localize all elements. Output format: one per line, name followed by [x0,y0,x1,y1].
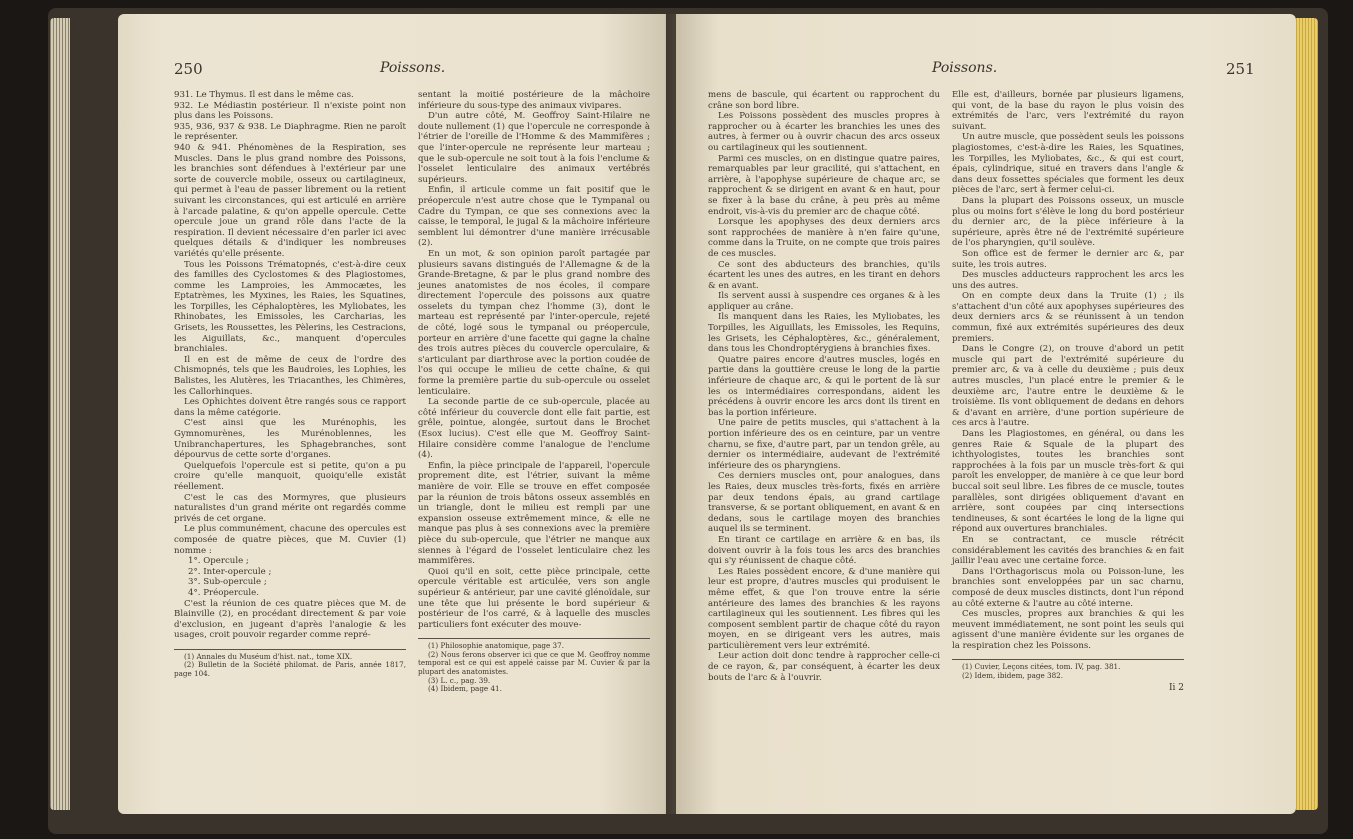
left-column-2 [418,90,650,694]
paragraph: Leur action doit donc tendre à rapprocher celle-ci de ce rayon, &, par conséquent, à écarter les deux bouts de l'arc & à l'ouvrir. [708,651,940,683]
paragraph: C'est le cas des Mormyres, que plusieurs naturalistes d'un grand mérite ont regardés comme privés de cet organe. [174,492,406,524]
paragraph: Quoi qu'il en soit, cette pièce principale, cette opercule véritable est articulée, vers son angle supérieur & antérieur, par une cavité glénoïdale, sur une tête que lui présente le bord supérieur & postérieur de l'os carré, & à laquelle des muscles particuliers font exécuter des mouve- [418,566,650,630]
footnote: (1) Cuvier, Leçons citées, tom. IV, pag. 381. [962,662,1121,672]
paragraph: Les Ophichtes doivent être rangés sous ce rapport dans la même catégorie. [174,397,406,418]
paragraph: Quatre paires encore d'autres muscles, logés en partie dans la gouttière creuse le long de la partie inférieure de chaque arc, & qui le portent de là sur les os intermédiaires correspondans, aident les précédens à ouvrir encore les arcs dont ils tirent en bas la portion inférieure. [708,354,940,418]
right-page-gilt-edges [1296,18,1318,810]
paragraph: Les Raies possèdent encore, & d'une manière qui leur est propre, d'autres muscles qui produisent le même effet, & que l'on trouve entre la série antérieure des lames des branchies & les rayons cartilagineux qui les soutiennent. Les fibres qui les composent semblent partir de chaque côté du rayon moyen, en se dirigeant vers les autres, mais particulièrement vers leur extrémité. [708,566,940,651]
paragraph: Les Poissons possèdent des muscles propres à rapprocher ou à écarter les branchies les unes des autres, à fermer ou à ouvrir chacun des arcs osseux ou cartilagineux qui les soutiennent. [708,111,940,153]
paragraph: Des muscles adducteurs rapprochent les arcs les uns des autres. [952,270,1184,291]
paragraph: Dans la plupart des Poissons osseux, un muscle plus ou moins fort s'élève le long du bord postérieur du dernier arc, de la pièce inférieure à la supérieure, après être né de l'extrémité supérieure de l'os pharyngien, qu'il soulève. [952,195,1184,249]
footnote: (3) L. c., pag. 39. [428,675,491,685]
paragraph: D'un autre côté, M. Geoffroy Saint-Hilaire ne doute nullement (1) que l'opercule ne corresponde à l'étrier de l'oreille de l'Homme & des Mammifères ; que l'inter-opercule ne représente leur marteau ; que le sub-opercule ne soit tout à la fois l'enclume & l'osselet lenticulaire des animaux vertébrés supérieurs. [418,111,650,185]
paragraph: Le plus communément, chacune des opercules est composée de quatre pièces, que M. Cuvier (1) nomme : [174,524,406,556]
paragraph: Ce sont des abducteurs des branchies, qu'ils écartent les unes des autres, en les tirant en dehors & en avant. [708,259,940,291]
running-head-left: Poissons. [380,60,446,76]
list-item: 4°. Préopercule. [188,587,259,598]
paragraph: Dans l'Orthagoriscus mola ou Poisson-lune, les branchies sont enveloppées par un sac charnu, composé de deux muscles distincts, dont l'un répond au côté externe & l'autre au côté interne. [952,566,1184,609]
paragraph: En tirant ce cartilage en arrière & en bas, ils doivent ouvrir à la fois tous les arcs des branchies qui s'y réunissent de chaque côté. [708,534,940,567]
paragraph: Un autre muscle, que possèdent seuls les poissons plagiostomes, c'est-à-dire les Raies, les Squatines, les Torpilles, les Myliobates, &c., & qui est court, épais, cylindrique, situé en travers dans l'angle & dans deux fossettes spéciales que forment les deux pièces de l'arc, sert à fermer celui-ci. [952,132,1184,196]
paragraph: Enfin, il articule comme un fait positif que le préopercule n'est autre chose que le Tympanal ou Cadre du Tympan, ce que ses connexions avec la caisse, le temporal, le jugal & la mâchoire inférieure semblent lui démontrer d'une manière irrécusable (2). [418,185,650,249]
paragraph: En un mot, & son opinion paroît partagée par plusieurs savans distingués de l'Allemagne & de la Grande-Bretagne, & par le plus grand nombre des jeunes anatomistes de nos écoles, il compare directement l'opercule des poissons aux quatre osselets du tympan chez l'homme (3), dont le marteau est représenté par l'inter-opercule, rejeté de côté, logé sous le tympanal ou préopercule, porteur en arrière d'une facette qui gagne la chaîne des trois autres pièces du couvercle operculaire, & s'articulant par diarthrose avec la portion coudée de l'os qui occupe le milieu de cette chaîne, & qui forme la première partie du sub-opercule ou osselet lenticulaire. [418,248,650,397]
paragraph: Enfin, la pièce principale de l'appareil, l'opercule proprement dite, est l'étrier, suivant la même manière de voir. Elle se trouve en effet composée par la réunion de trois bâtons osseux assemblés en un triangle, dont le milieu est rempli par une expansion osseuse extrêmement mince, & elle ne manque pas plus à ses connexions avec la première pièce du sub-opercule, que l'étrier ne manque aux siennes à l'égard de l'osselet lenticulaire chez les mammifères. [418,460,650,567]
paragraph: Ces muscles, propres aux branchies & qui les meuvent immédiatement, ne sont point les seuls qui agissent d'une manière évidente sur les organes de la respiration chez les Poissons. [952,609,1184,651]
paragraph: Elle est, d'ailleurs, bornée par plusieurs ligamens, qui vont, de la base du rayon le plus voisin des extrémités de l'arc, vers l'extrémité du rayon suivant. [952,90,1184,132]
paragraph: 931. Le Thymus. Il est dans le même cas. [174,90,354,100]
paragraph: On en compte deux dans la Truite (1) ; ils s'attachent d'un côté aux apophyses supérieures des deux derniers arcs & se réunissent à un tendon commun, fixé aux extrémités supérieures des deux premiers. [952,291,1184,344]
footnote-rule [952,659,1184,660]
right-column-2 [952,90,1184,693]
paragraph: Quelquefois l'opercule est si petite, qu'on a pu croire qu'elle manquoit, quoiqu'elle existât réellement. [174,460,406,492]
paragraph: 932. Le Médiastin postérieur. Il n'existe point non plus dans les Poissons. [174,100,406,122]
list-item: 3°. Sub-opercule ; [188,577,267,588]
paragraph: Dans le Congre (2), on trouve d'abord un petit muscle qui part de l'extrémité supérieure du premier arc, & va à celle du deuxième ; puis deux autres muscles, l'un placé entre le premier & le deuxième arc, l'autre entre le deuxième & le troisième. Ils vont obliquement de dedans en dehors & d'avant en arrière, d'une portion supérieure de ces arcs à l'autre. [952,344,1184,429]
right-column-1 [708,90,940,683]
paragraph: Dans les Plagiostomes, en général, ou dans les genres Raie & Squale de la plupart des ichthyologistes, toutes les branchies sont rapprochées à la fois par un muscle très-fort & qui paroît les envelopper, de manière à ce que leur bord buccal soit seul libre. Les fibres de ce muscle, toutes parallèles, sont dirigées obliquement d'avant en arrière, sont coupées par cinq intersections tendineuses, & sont écartées le long de la ligne qui répond aux ouvertures branchiales. [952,429,1184,535]
right-page [676,14,1296,814]
paragraph: Lorsque les apophyses des deux derniers arcs sont rapprochées de manière à n'en faire qu'une, comme dans la Truite, on ne compte que trois paires de ces muscles. [708,217,940,259]
footnote: (2) Nous ferons observer ici que ce que M. Geoffroy nomme temporal est ce qui est appelé caisse par M. Cuvier & par la plupart des anatomistes. [418,649,650,677]
paragraph: Son office est de fermer le dernier arc &, par suite, les trois autres. [952,248,1184,270]
left-page [118,14,666,814]
paragraph: En se contractant, ce muscle rétrécit considérablement les cavités des branchies & en fait jaillir l'eau avec une certaine force. [952,534,1184,567]
paragraph: mens de bascule, qui écartent ou rapprochent du crâne son bord libre. [708,90,940,111]
footnote-rule [418,638,650,639]
list-item: 1°. Opercule ; [188,556,249,567]
page-number-left: 250 [174,60,203,78]
paragraph: 940 & 941. Phénomènes de la Respiration, ses Muscles. Dans le plus grand nombre des Poissons, les branchies sont défendues à l'extérieur par une sorte de couvercle mobile, osseux ou cartilagineux, qui permet à l'eau de passer librement ou la retient suivant les circonstances, qui est articulé en arrière à l'arcade palatine, & qu'on appelle opercule. Cette opercule joue un grand rôle dans l'acte de la respiration. Il devient nécessaire d'en parler ici avec quelques détails & d'indiquer les nombreuses variétés qu'elle présente. [174,142,406,259]
footnote: (1) Annales du Muséum d'hist. nat., tome XIX. [184,651,353,661]
footnote-rule [174,649,406,650]
left-page-edges [50,18,70,810]
paragraph: La seconde partie de ce sub-opercule, placée au côté inférieur du couvercle dont elle fait partie, est grêle, pointue, alongée, surtout dans le Brochet (Esox lucius). C'est elle que M. Geoffroy Saint-Hilaire considère comme l'analogue de l'enclume (4). [418,397,650,461]
footnote: (2) Bulletin de la Société philomat. de Paris, année 1817, page 104. [174,660,406,679]
paragraph: sentant la moitié postérieure de la mâchoire inférieure du sous-type des animaux vivipares. [418,90,650,111]
paragraph: Il en est de même de ceux de l'ordre des Chismopnés, tels que les Baudroies, les Lophies, les Balistes, les Alutères, les Triacanthes, les Chimères, les Callorhinques. [174,354,406,397]
paragraph: Une paire de petits muscles, qui s'attachent à la portion inférieure des os en ceinture, par un ventre charnu, se fixe, d'autre part, par un tendon grêle, au dernier os intermédiaire, audevant de l'extrémité inférieure des os pharyngiens. [708,418,940,471]
left-column-1 [174,90,406,679]
footnote: (4) Ibidem, page 41. [428,684,502,694]
paragraph: Parmi ces muscles, on en distingue quatre paires, remarquables par leur gracilité, qui s'attachent, en arrière, à l'apophyse supérieure de chaque arc, se rapprochent & se dirigent en avant & en haut, pour se fixer à la base du crâne, à peu près au même endroit, vis-à-vis du premier arc de chaque côté. [708,153,940,217]
page-number-right: 251 [1226,60,1255,78]
paragraph: 935, 936, 937 & 938. Le Diaphragme. Rien ne paroît le représenter. [174,121,406,143]
list-item: 2°. Inter-opercule ; [188,566,272,577]
paragraph: C'est la réunion de ces quatre pièces que M. de Blainville (2), en procédant directement & par voie d'exclusion, en jugeant d'après l'analogie & les usages, croit pouvoir regarder comme repré- [174,598,406,641]
footnote: (1) Philosophie anatomique, page 37. [428,641,564,651]
signature-mark: Ii 2 [1168,682,1184,693]
paragraph: Ces derniers muscles ont, pour analogues, dans les Raies, deux muscles très-forts, fixés en arrière par deux tendons épais, au grand cartilage transverse, & se portant obliquement, en avant & en dedans, sous le cartilage moyen des branchies auquel ils se terminent. [708,471,940,535]
paragraph: Ils servent aussi à suspendre ces organes & à les appliquer au crâne. [708,291,940,312]
paragraph: Ils manquent dans les Raies, les Myliobates, les Torpilles, les Aiguillats, les Emissoles, les Requins, les Grisets, les Céphaloptères, &c., généralement, dans tous les Chondroptérygiens à branchies fixes. [708,312,940,355]
running-head-right: Poissons. [932,60,998,76]
footnote: (2) Idem, ibidem, page 382. [962,671,1064,681]
paragraph: Tous les Poissons Trématopnés, c'est-à-dire ceux des familles des Cyclostomes & des Plagiostomes, comme les Lamproies, les Ammocætes, les Eptatrèmes, les Myxines, les Raies, les Squatines, les Torpilles, les Céphaloptères, les Myliobates, les Rhinobates, les Emissoles, les Carcharias, les Grisets, les Roussettes, les Pèlerins, les Cestracions, les Aiguillats, &c., manquent d'opercules branchiales. [174,259,406,355]
paragraph: C'est ainsi que les Murénophis, les Gymnomurènes, les Murénoblennes, les Unibranchapertures, les Sphagebranches, sont dépourvus de cette sorte d'organes. [174,418,406,461]
